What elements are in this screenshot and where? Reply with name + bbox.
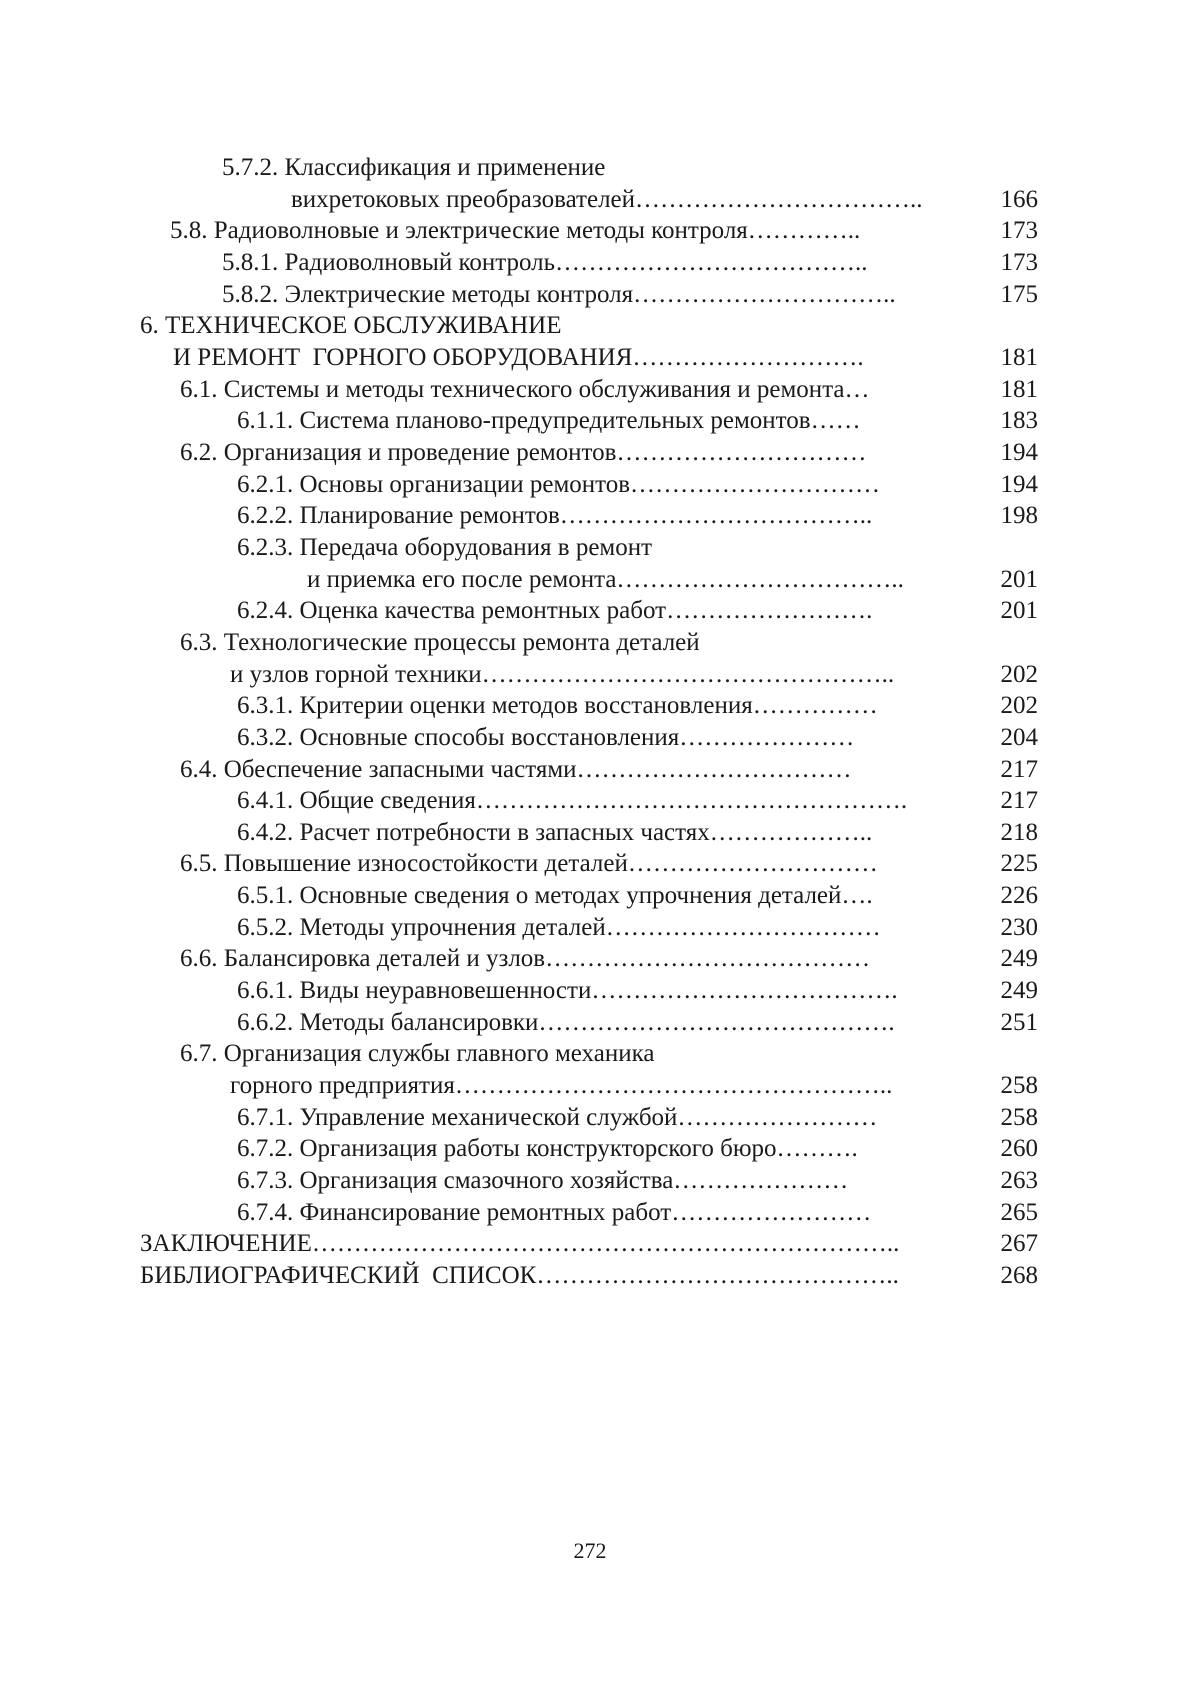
- toc-entry: 6.6.2. Методы балансировки…………………………………….: [237, 1009, 895, 1036]
- toc-page-number: 265: [1000, 1199, 1038, 1226]
- toc-page-number: 173: [1000, 249, 1038, 276]
- toc-page-number: 249: [1000, 945, 1038, 972]
- toc-entry: 6.7.4. Финансирование ремонтных работ……………………: [237, 1199, 872, 1226]
- toc-entry: 6.7. Организация службы главного механика: [180, 1040, 655, 1067]
- toc-page-number: 201: [1000, 566, 1038, 593]
- toc-entry: 6.6.1. Виды неуравновешенности……………………………….: [237, 977, 898, 1004]
- toc-page-number: 217: [1000, 787, 1038, 814]
- toc-page-number: 230: [1000, 914, 1038, 941]
- toc-page-number: 198: [1000, 502, 1038, 529]
- toc-page-number: 217: [1000, 756, 1038, 783]
- toc-page-number: 201: [1000, 597, 1038, 624]
- toc-entry: 6.2. Организация и проведение ремонтов…………………………: [180, 439, 867, 466]
- toc-page-number: 260: [1000, 1135, 1038, 1162]
- toc-entry: 6.2.3. Передача оборудования в ремонт: [237, 534, 653, 561]
- toc-page-number: 202: [1000, 661, 1038, 688]
- toc-entry: 6.7.3. Организация смазочного хозяйства…………………: [237, 1167, 849, 1194]
- toc-entry: 6.2.1. Основы организации ремонтов…………………………: [237, 471, 881, 498]
- toc-entry: вихретоковых преобразователей……………………………..: [291, 186, 923, 213]
- toc-entry: 6.4.2. Расчет потребности в запасных частях………………..: [237, 819, 873, 846]
- toc-page-number: 258: [1000, 1104, 1038, 1131]
- toc-entry: 6.2.4. Оценка качества ремонтных работ…………………….: [237, 597, 873, 624]
- toc-entry: 5.7.2. Классификация и применение: [222, 154, 606, 181]
- toc-entry: 6.7.1. Управление механической службой……………………: [237, 1104, 878, 1131]
- toc-page-number: 258: [1000, 1072, 1038, 1099]
- toc-entry: 6.3. Технологические процессы ремонта деталей: [180, 629, 700, 656]
- toc-entry: 6.2.2. Планирование ремонтов………………………………..: [237, 502, 873, 529]
- toc-entry: 6.4.1. Общие сведения…………………………………………….: [237, 787, 908, 814]
- toc-page-number: 204: [1000, 724, 1038, 751]
- toc-entry: 6.1. Системы и методы технического обслуживания и ремонта…: [180, 376, 870, 403]
- toc-entry: 6.6. Балансировка деталей и узлов…………………………………: [180, 945, 871, 972]
- toc-chapter-title: И РЕМОНТ ГОРНОГО ОБОРУДОВАНИЯ……………………….: [173, 344, 864, 371]
- toc-page-number: 175: [1000, 281, 1038, 308]
- toc-entry: 6.1.1. Система планово-предупредительных ремонтов……: [237, 407, 861, 434]
- toc-page-number: 226: [1000, 882, 1038, 909]
- toc-entry: 6.7.2. Организация работы конструкторского бюро……….: [237, 1135, 858, 1162]
- toc-page-number: 181: [1000, 344, 1038, 371]
- toc-page-number: 166: [1000, 186, 1038, 213]
- toc-page-number: 194: [1000, 439, 1038, 466]
- toc-page-number: 202: [1000, 692, 1038, 719]
- toc-page-number: 263: [1000, 1167, 1038, 1194]
- toc-entry: 6.3.1. Критерии оценки методов восстановления……………: [237, 692, 878, 719]
- toc-page-number: 249: [1000, 977, 1038, 1004]
- toc-page-number: 268: [1000, 1262, 1038, 1289]
- toc-entry: горного предприятия……………………………………………..: [230, 1072, 893, 1099]
- toc-entry: и узлов горной техники…………………………………………..: [230, 661, 895, 688]
- toc-page-number: 181: [1000, 376, 1038, 403]
- toc-entry: 6.5.2. Методы упрочнения деталей……………………………: [237, 914, 881, 941]
- toc-entry: ЗАКЛЮЧЕНИЕ……………………………………………………………..: [140, 1230, 900, 1257]
- toc-page-number: 194: [1000, 471, 1038, 498]
- toc-entry: 5.8.1. Радиоволновый контроль………………………………..: [222, 249, 868, 276]
- toc-entry: 6.3.2. Основные способы восстановления…………………: [237, 724, 855, 751]
- toc-page-number: 251: [1000, 1009, 1038, 1036]
- toc-page-number: 183: [1000, 407, 1038, 434]
- toc-entry: 5.8.2. Электрические методы контроля…………………………..: [222, 281, 896, 308]
- page-number: 272: [573, 1538, 607, 1563]
- toc-page-number: 218: [1000, 819, 1038, 846]
- toc-page-number: 225: [1000, 850, 1038, 877]
- toc-page-number: 173: [1000, 217, 1038, 244]
- toc-entry: БИБЛИОГРАФИЧЕСКИЙ СПИСОК……………………………………..: [140, 1262, 899, 1289]
- toc-entry: 5.8. Радиоволновые и электрические методы контроля…………..: [170, 217, 861, 244]
- toc-page-number: 267: [1000, 1230, 1038, 1257]
- toc-entry: 6.4. Обеспечение запасными частями……………………………: [180, 756, 852, 783]
- toc-entry: и приемка его после ремонта……………………………..: [307, 566, 904, 593]
- toc-entry: 6.5. Повышение износостойкости деталей…………………………: [180, 850, 878, 877]
- toc-chapter-title: 6. ТЕХНИЧЕСКОЕ ОБСЛУЖИВАНИЕ: [140, 312, 562, 339]
- toc-entry: 6.5.1. Основные сведения о методах упрочнения деталей….: [237, 882, 873, 909]
